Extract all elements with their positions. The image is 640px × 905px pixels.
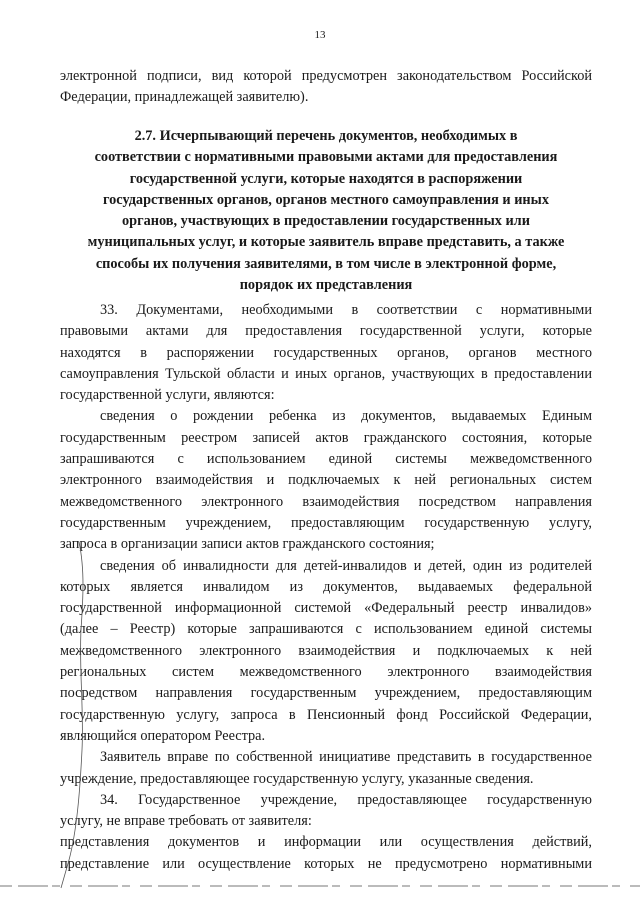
heading-line: 2.7. Исчерпывающий перечень документов, необходимых в (134, 128, 518, 144)
paragraph-33-line: государственной услуги, являются: (60, 387, 275, 404)
item-disability-line: региональных систем межведомственного электронного взаимодействия (60, 664, 592, 681)
paragraph-33-line: самоуправления Тульской области и иных органов, участвующих в предоставлении (60, 365, 592, 382)
intro-paragraph (60, 66, 592, 109)
heading-line: муниципальных услуг, и которые заявитель вправе представить, а также (87, 234, 565, 251)
paragraph-33-line: находятся в распоряжении государственных органов, органов местного (60, 344, 592, 361)
applicant-line: Заявитель вправе по собственной инициативе представить в государственное (100, 749, 592, 766)
item-birth-line: электронного взаимодействия и подключаемых к ней региональных систем (60, 472, 592, 489)
applicant-line: учреждение, предоставляющее государственную услугу, указанные сведения. (60, 770, 534, 787)
body-text (60, 300, 592, 875)
heading-line: органов, участвующих в предоставлении государственных или (122, 213, 530, 230)
intro-line: электронной подписи, вид которой предусмотрен законодательством Российской (60, 68, 592, 84)
item-documents-line: представления документов и информации или осуществления действий, (60, 834, 592, 851)
item-disability-line: которых является инвалидом из документов, выдаваемых федеральной (60, 578, 592, 595)
item-birth-line: сведения о рождении ребенка из документов, выдаваемых Единым (100, 408, 592, 425)
paragraph-34-line: 34. Государственное учреждение, предоставляющее государственную (100, 791, 592, 808)
item-disability-line: являющийся оператором Реестра. (60, 727, 266, 744)
heading-line: способы их получения заявителями, в том числе в электронной форме, (95, 255, 557, 272)
item-birth-line: межведомственного электронного взаимодействия посредством направления (60, 493, 592, 510)
item-disability-line: сведения об инвалидности для детей-инвалидов и детей, один из родителей (100, 557, 592, 574)
heading-line: государственной услуги, которые находятся в распоряжении (129, 170, 523, 187)
bottom-scan-line (0, 884, 640, 888)
item-birth-line: государственным реестром записей актов гражданского состояния, которые (60, 429, 592, 446)
paragraph-33-line: правовыми актами для предоставления государственной услуги, которые (60, 323, 592, 340)
paragraph-33-line: 33. Документами, необходимыми в соответствии с нормативными (100, 302, 592, 318)
item-disability-line: межведомственного электронного взаимодействия и подключаемых к ней (60, 642, 592, 659)
section-heading (60, 126, 592, 296)
heading-line: соответствии с нормативными правовыми актами для предоставления (94, 149, 558, 166)
paragraph-34-line: услугу, не вправе требовать от заявителя: (60, 813, 312, 830)
item-disability-line: государственной информационной системой «Федеральный реестр инвалидов» (60, 600, 592, 617)
intro-line: Федерации, принадлежащей заявителю). (60, 89, 309, 106)
margin-pen-line (57, 540, 87, 890)
item-birth-line: запроса в организации записи актов гражданского состояния; (60, 536, 435, 553)
item-disability-line: посредством направления государственным учреждением, предоставляющим (60, 685, 592, 702)
heading-line: государственных органов, органов местного самоуправления и иных (103, 191, 549, 208)
item-birth-line: государственным учреждением, предоставляющим государственную услугу, (60, 514, 592, 531)
item-birth-line: запрашиваются с использованием единой системы межведомственного (60, 451, 592, 468)
item-disability-line: государственную услугу, запроса в Пенсионный фонд Российской Федерации, (60, 706, 592, 723)
item-documents-line: представление или осуществление которых не предусмотрено нормативными (60, 855, 592, 872)
heading-line: порядок их представления (239, 277, 413, 294)
item-disability-line: (далее – Реестр) которые запрашиваются с использованием единой системы (60, 621, 592, 638)
page-number: 13 (314, 29, 326, 41)
